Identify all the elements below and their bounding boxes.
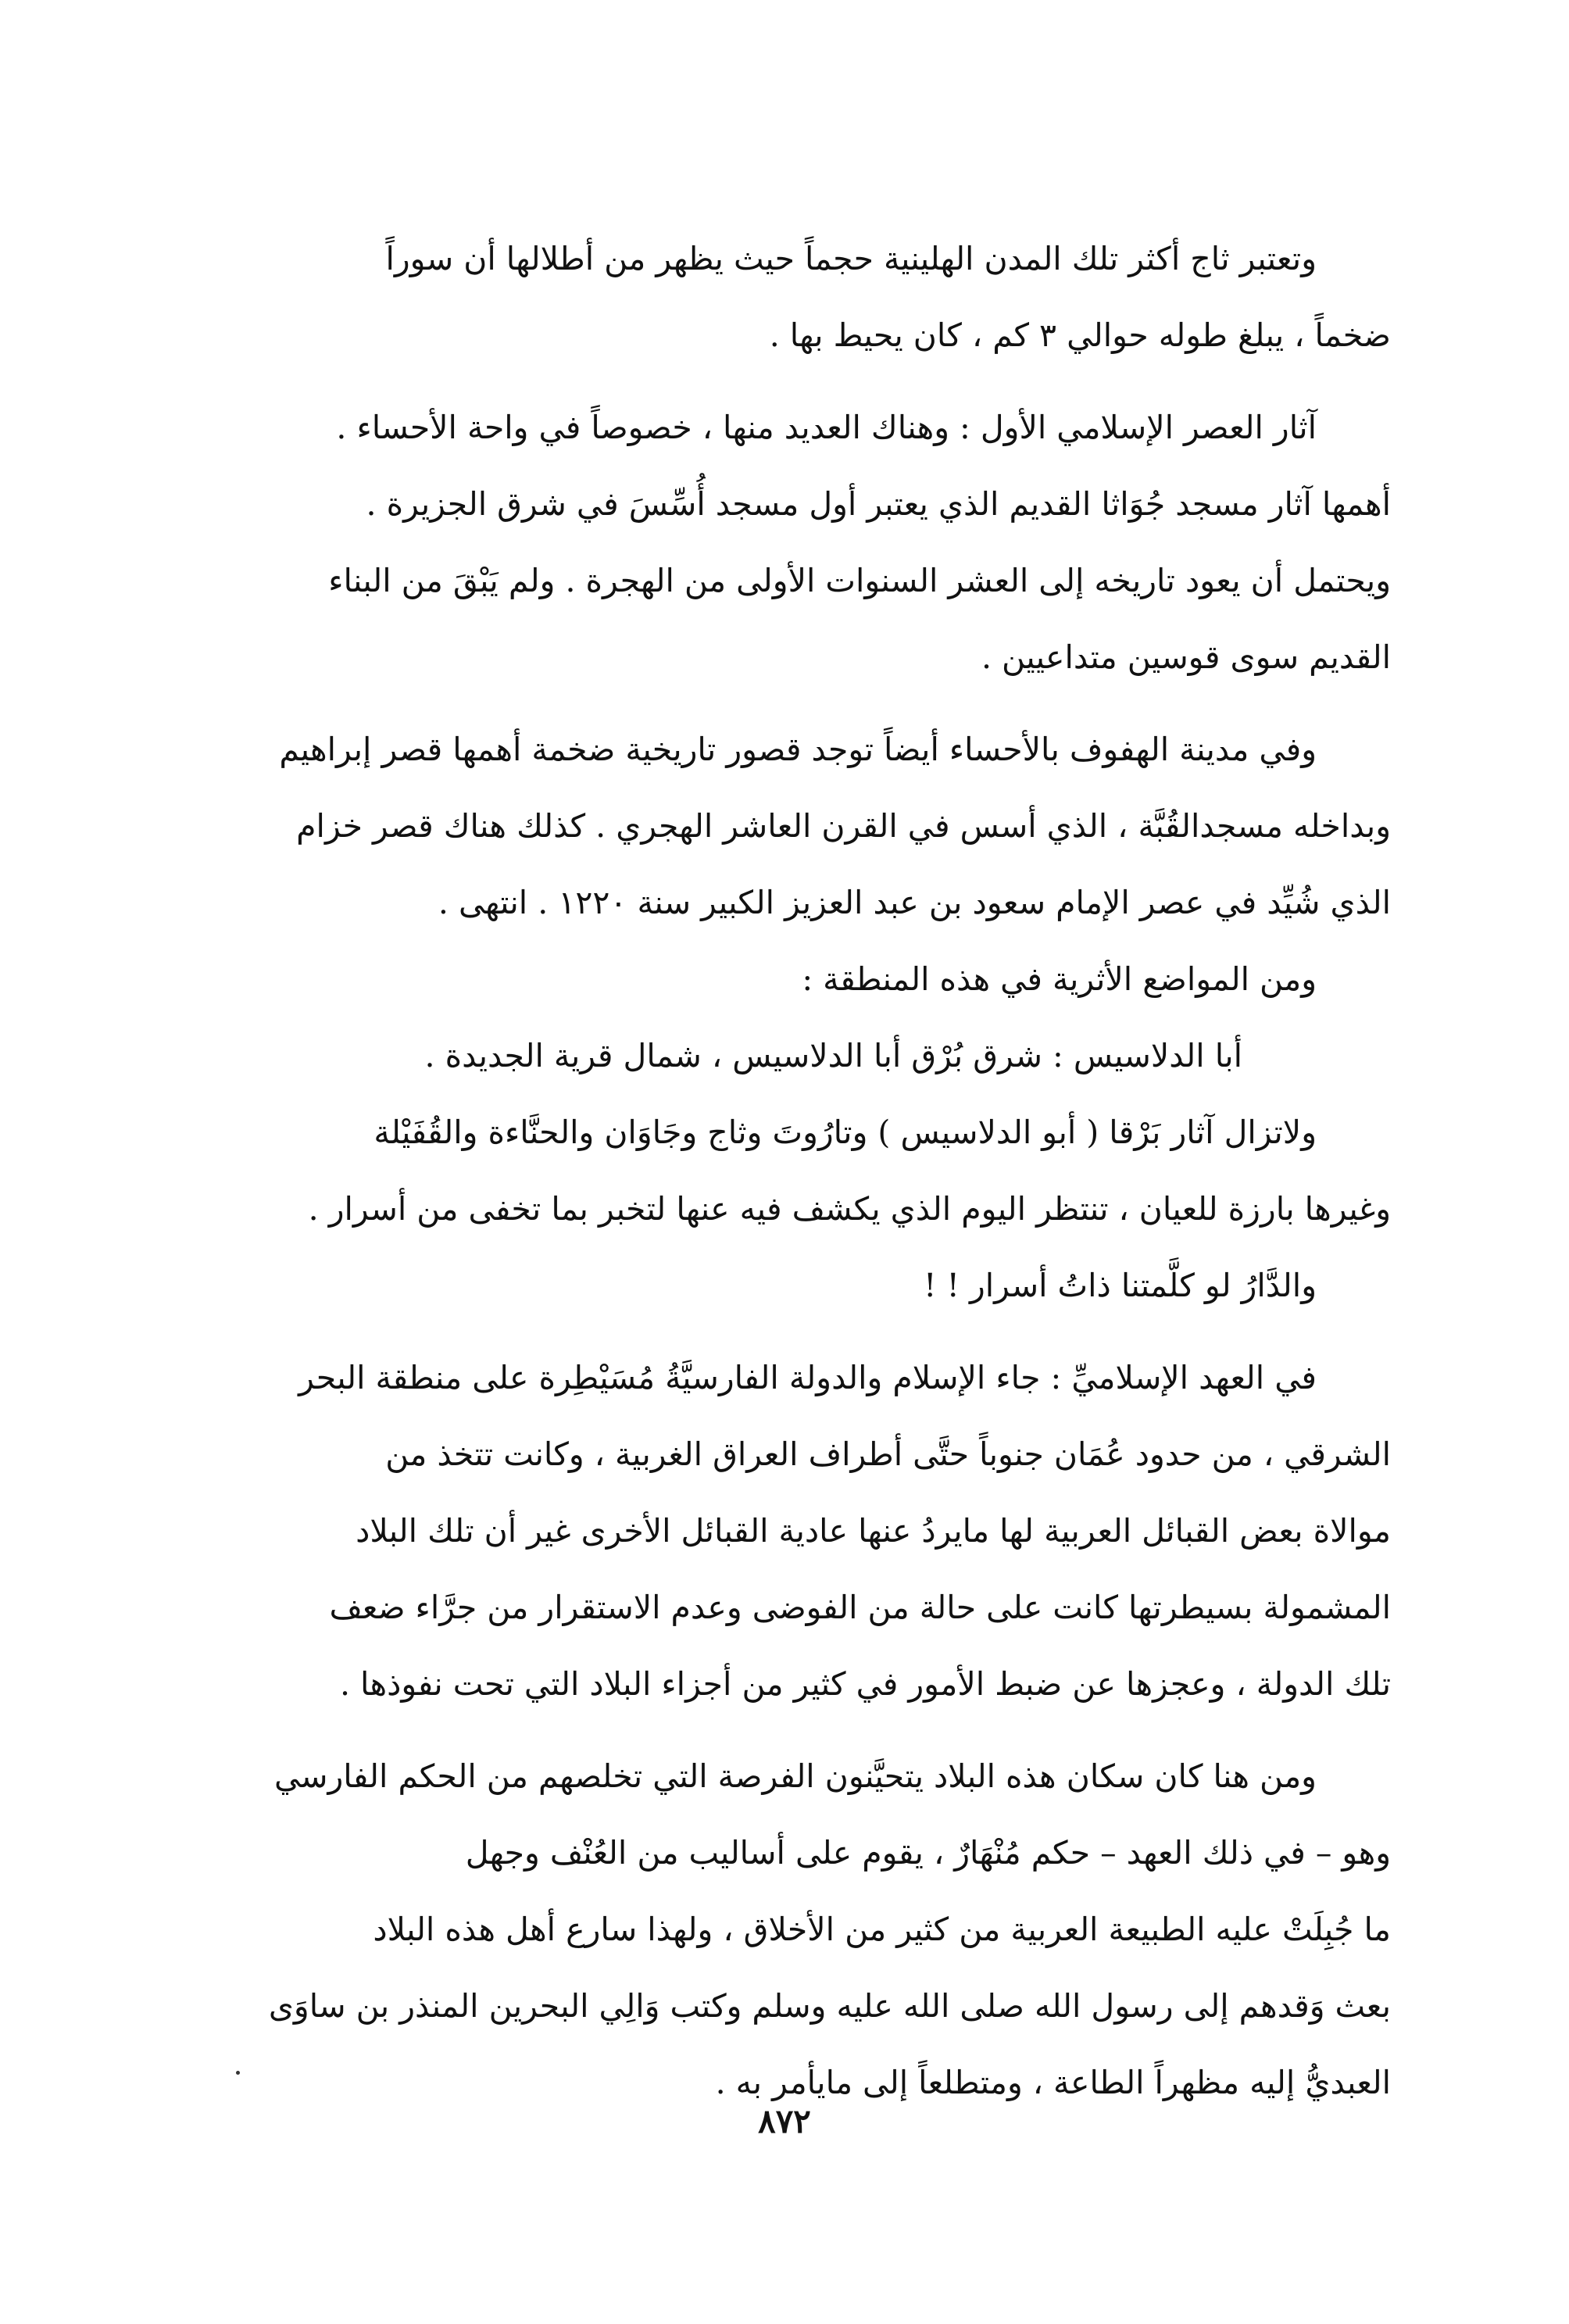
text-line: العبديُّ إليه مظهراً الطاعة ، ومتطلعاً إلى مايأمر به . (715, 2064, 1391, 2101)
text-line: ومن المواضع الأثرية في هذه المنطقة : (802, 960, 1317, 998)
paragraph-1 (180, 220, 1391, 374)
paragraph-3 (180, 711, 1391, 941)
paragraph-6 (180, 1738, 1391, 2121)
text-line: في العهد الإسلاميِّ : جاء الإسلام والدولة الفارسيَّةُ مُسَيْطِرة على منطقة البحر (298, 1359, 1317, 1396)
paragraph-4 (180, 941, 1391, 1324)
text-line: ضخماً ، يبلغ طوله حوالي ٣ كم ، كان يحيط بها . (769, 316, 1391, 354)
text-line: الشرقي ، من حدود عُمَان جنوباً حتَّى أطراف العراق الغربية ، وكانت تتخذ من (385, 1436, 1391, 1473)
scan-speck (236, 2071, 240, 2075)
text-line: الذي شُيِّد في عصر الإمام سعود بن عبد العزيز الكبير سنة ١٢٢٠ . انتهى . (438, 884, 1391, 921)
body-text (180, 220, 1391, 2121)
text-line: وفي مدينة الهفوف بالأحساء أيضاً توجد قصور تاريخية ضخمة أهمها قصر إبراهيم (279, 731, 1317, 768)
text-line: تلك الدولة ، وعجزها عن ضبط الأمور في كثير من أجزاء البلاد التي تحت نفوذها . (339, 1665, 1391, 1703)
text-line: أهمها آثار مسجد جُوَاثا القديم الذي يعتبر أول مسجد أُسِّسَ في شرق الجزيرة . (366, 485, 1391, 523)
text-line: أبا الدلاسيس : شرق بُرْق أبا الدلاسيس ، شمال قرية الجديدة . (424, 1037, 1242, 1074)
text-line: القديم سوى قوسين متداعيين . (981, 638, 1391, 676)
text-line: وتعتبر ثاج أكثر تلك المدن الهلينية حجماً حيث يظهر من أطلالها أن سوراً (385, 240, 1317, 277)
text-line: ومن هنا كان سكان هذه البلاد يتحيَّنون الفرصة التي تخلصهم من الحكم الفارسي (273, 1757, 1317, 1795)
text-line: والدَّارُ لو كلَّمتنا ذاتُ أسرار ! ! (923, 1267, 1317, 1304)
text-line: ما جُبِلَتْ عليه الطبيعة العربية من كثير من الأخلاق ، ولهذا سارع أهل هذه البلاد (373, 1911, 1391, 1948)
text-line: ويحتمل أن يعود تاريخه إلى العشر السنوات الأولى من الهجرة . ولم يَبْقَ من البناء (328, 562, 1391, 599)
text-line: المشمولة بسيطرتها كانت على حالة من الفوضى وعدم الاستقرار من جرَّاء ضعف (329, 1589, 1391, 1626)
text-line: وبداخله مسجدالقُبَّة ، الذي أسس في القرن العاشر الهجري . كذلك هناك قصر خزام (296, 807, 1391, 845)
text-line: ولاتزال آثار بَرْقا ( أبو الدلاسيس ) وتارُوتَ وثاج وجَاوَان والحنَّاءة والقُفَيْلة (373, 1114, 1317, 1151)
text-line: موالاة بعض القبائل العربية لها مايردُ عنها عادية القبائل الأخرى غير أن تلك البلاد (356, 1512, 1391, 1550)
paragraph-5 (180, 1339, 1391, 1722)
text-line: وهو – في ذلك العهد – حكم مُنْهَارٌ ، يقوم على أساليب من العُنْف وجهل (465, 1834, 1391, 1872)
text-line: بعث وَقدهم إلى رسول الله صلى الله عليه وسلم وكتب وَالِي البحرين المنذر بن ساوَى (268, 1987, 1391, 2025)
text-line: وغيرها بارزة للعيان ، تنتظر اليوم الذي يكشف فيه عنها لتخبر بما تخفى من أسرار . (308, 1190, 1391, 1228)
text-line: آثار العصر الإسلامي الأول : وهناك العديد منها ، خصوصاً في واحة الأحساء . (336, 409, 1317, 446)
paragraph-2 (180, 389, 1391, 695)
page-number: ٨٧٢ (758, 2102, 811, 2140)
